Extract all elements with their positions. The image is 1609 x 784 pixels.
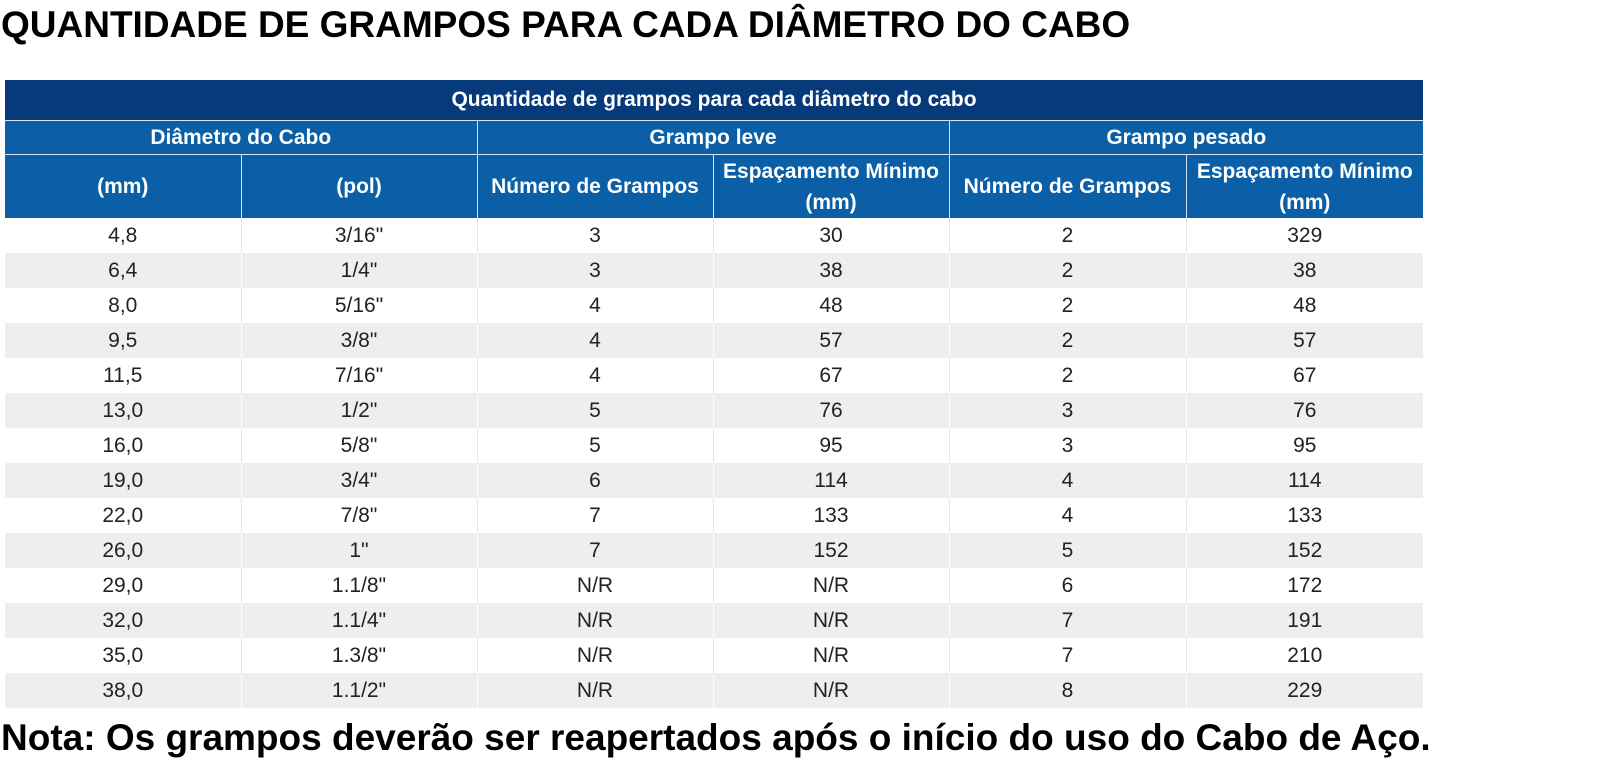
cell-heavy-spacing: 172 xyxy=(1186,568,1423,603)
table-row xyxy=(5,428,1423,463)
table-row xyxy=(5,288,1423,323)
table-row xyxy=(5,463,1423,498)
cell-pol: 1.3/8" xyxy=(241,638,477,673)
cell-heavy-spacing: 48 xyxy=(1186,288,1423,323)
cell-heavy-count: 3 xyxy=(949,393,1186,428)
cell-light-count: N/R xyxy=(477,568,713,603)
cell-pol: 1" xyxy=(241,533,477,568)
table-row xyxy=(5,603,1423,638)
cell-pol: 1.1/2" xyxy=(241,673,477,708)
group-header-heavy-clamp: Grampo pesado xyxy=(949,121,1423,155)
cell-light-spacing: 152 xyxy=(713,533,949,568)
cell-mm: 35,0 xyxy=(5,638,241,673)
cell-mm: 38,0 xyxy=(5,673,241,708)
cell-mm: 4,8 xyxy=(5,218,241,253)
cell-light-spacing: 67 xyxy=(713,358,949,393)
cell-light-spacing: 76 xyxy=(713,393,949,428)
cell-heavy-spacing: 210 xyxy=(1186,638,1423,673)
table-row xyxy=(5,533,1423,568)
table-group-header-row xyxy=(5,121,1423,155)
table-row xyxy=(5,218,1423,253)
cell-heavy-spacing: 57 xyxy=(1186,323,1423,358)
cell-pol: 7/16" xyxy=(241,358,477,393)
cell-heavy-spacing: 76 xyxy=(1186,393,1423,428)
cell-light-count: 5 xyxy=(477,428,713,463)
cell-light-spacing: N/R xyxy=(713,568,949,603)
cell-light-count: 3 xyxy=(477,218,713,253)
table-body xyxy=(5,218,1423,708)
column-header-heavy-spacing: Espaçamento Mínimo (mm) xyxy=(1186,155,1423,219)
cell-light-spacing: 38 xyxy=(713,253,949,288)
cell-heavy-count: 5 xyxy=(949,533,1186,568)
cell-pol: 1/4" xyxy=(241,253,477,288)
cell-pol: 1/2" xyxy=(241,393,477,428)
cell-light-count: 4 xyxy=(477,358,713,393)
cell-light-count: 6 xyxy=(477,463,713,498)
group-header-light-clamp: Grampo leve xyxy=(477,121,949,155)
column-header-mm: (mm) xyxy=(5,155,241,219)
cell-mm: 13,0 xyxy=(5,393,241,428)
cell-light-spacing: 95 xyxy=(713,428,949,463)
table-row xyxy=(5,393,1423,428)
table-row xyxy=(5,673,1423,708)
cell-pol: 5/16" xyxy=(241,288,477,323)
cell-heavy-count: 6 xyxy=(949,568,1186,603)
page-title: QUANTIDADE DE GRAMPOS PARA CADA DIÂMETRO DO CABO xyxy=(1,4,1131,45)
cell-heavy-spacing: 191 xyxy=(1186,603,1423,638)
cell-pol: 3/16" xyxy=(241,218,477,253)
cell-mm: 16,0 xyxy=(5,428,241,463)
cell-mm: 26,0 xyxy=(5,533,241,568)
cell-heavy-count: 4 xyxy=(949,463,1186,498)
table-row xyxy=(5,323,1423,358)
cell-mm: 29,0 xyxy=(5,568,241,603)
cell-mm: 6,4 xyxy=(5,253,241,288)
cell-light-count: 7 xyxy=(477,533,713,568)
table-row xyxy=(5,568,1423,603)
cell-light-spacing: 48 xyxy=(713,288,949,323)
cell-pol: 3/8" xyxy=(241,323,477,358)
column-header-heavy-count: Número de Grampos xyxy=(949,155,1186,219)
cell-light-count: N/R xyxy=(477,603,713,638)
cell-pol: 7/8" xyxy=(241,498,477,533)
cell-heavy-spacing: 229 xyxy=(1186,673,1423,708)
cell-heavy-spacing: 133 xyxy=(1186,498,1423,533)
cell-heavy-count: 4 xyxy=(949,498,1186,533)
group-header-diameter: Diâmetro do Cabo xyxy=(5,121,477,155)
cell-pol: 1.1/4" xyxy=(241,603,477,638)
cell-mm: 32,0 xyxy=(5,603,241,638)
cell-pol: 3/4" xyxy=(241,463,477,498)
cell-heavy-count: 3 xyxy=(949,428,1186,463)
table-row xyxy=(5,498,1423,533)
cell-light-count: N/R xyxy=(477,673,713,708)
cell-heavy-count: 2 xyxy=(949,288,1186,323)
cell-heavy-count: 2 xyxy=(949,253,1186,288)
table-caption-row xyxy=(5,80,1423,121)
table-row xyxy=(5,358,1423,393)
table-row xyxy=(5,638,1423,673)
cell-heavy-count: 7 xyxy=(949,603,1186,638)
cell-pol: 5/8" xyxy=(241,428,477,463)
cell-heavy-spacing: 67 xyxy=(1186,358,1423,393)
cell-mm: 11,5 xyxy=(5,358,241,393)
cell-light-count: 3 xyxy=(477,253,713,288)
column-header-light-count: Número de Grampos xyxy=(477,155,713,219)
column-header-pol: (pol) xyxy=(241,155,477,219)
cell-light-spacing: N/R xyxy=(713,603,949,638)
cell-mm: 8,0 xyxy=(5,288,241,323)
cell-mm: 19,0 xyxy=(5,463,241,498)
cell-light-count: 4 xyxy=(477,288,713,323)
cell-heavy-spacing: 114 xyxy=(1186,463,1423,498)
table-caption: Quantidade de grampos para cada diâmetro do cabo xyxy=(5,80,1423,121)
cell-heavy-count: 8 xyxy=(949,673,1186,708)
cell-heavy-count: 7 xyxy=(949,638,1186,673)
table-column-header-row xyxy=(5,155,1423,219)
cell-light-spacing: N/R xyxy=(713,673,949,708)
cell-pol: 1.1/8" xyxy=(241,568,477,603)
cell-heavy-spacing: 329 xyxy=(1186,218,1423,253)
clamp-table xyxy=(5,80,1423,708)
cell-light-count: 4 xyxy=(477,323,713,358)
cell-light-count: 5 xyxy=(477,393,713,428)
cell-light-spacing: 133 xyxy=(713,498,949,533)
cell-light-spacing: 57 xyxy=(713,323,949,358)
cell-mm: 9,5 xyxy=(5,323,241,358)
footer-note: Nota: Os grampos deverão ser reapertados após o início do uso do Cabo de Aço. xyxy=(1,717,1431,758)
cell-light-count: N/R xyxy=(477,638,713,673)
cell-heavy-count: 2 xyxy=(949,358,1186,393)
cell-light-spacing: 114 xyxy=(713,463,949,498)
cell-heavy-count: 2 xyxy=(949,218,1186,253)
table-row xyxy=(5,253,1423,288)
cell-heavy-count: 2 xyxy=(949,323,1186,358)
cell-light-spacing: N/R xyxy=(713,638,949,673)
column-header-light-spacing: Espaçamento Mínimo (mm) xyxy=(713,155,949,219)
cell-heavy-spacing: 38 xyxy=(1186,253,1423,288)
cell-light-count: 7 xyxy=(477,498,713,533)
cell-heavy-spacing: 152 xyxy=(1186,533,1423,568)
cell-mm: 22,0 xyxy=(5,498,241,533)
cell-heavy-spacing: 95 xyxy=(1186,428,1423,463)
cell-light-spacing: 30 xyxy=(713,218,949,253)
